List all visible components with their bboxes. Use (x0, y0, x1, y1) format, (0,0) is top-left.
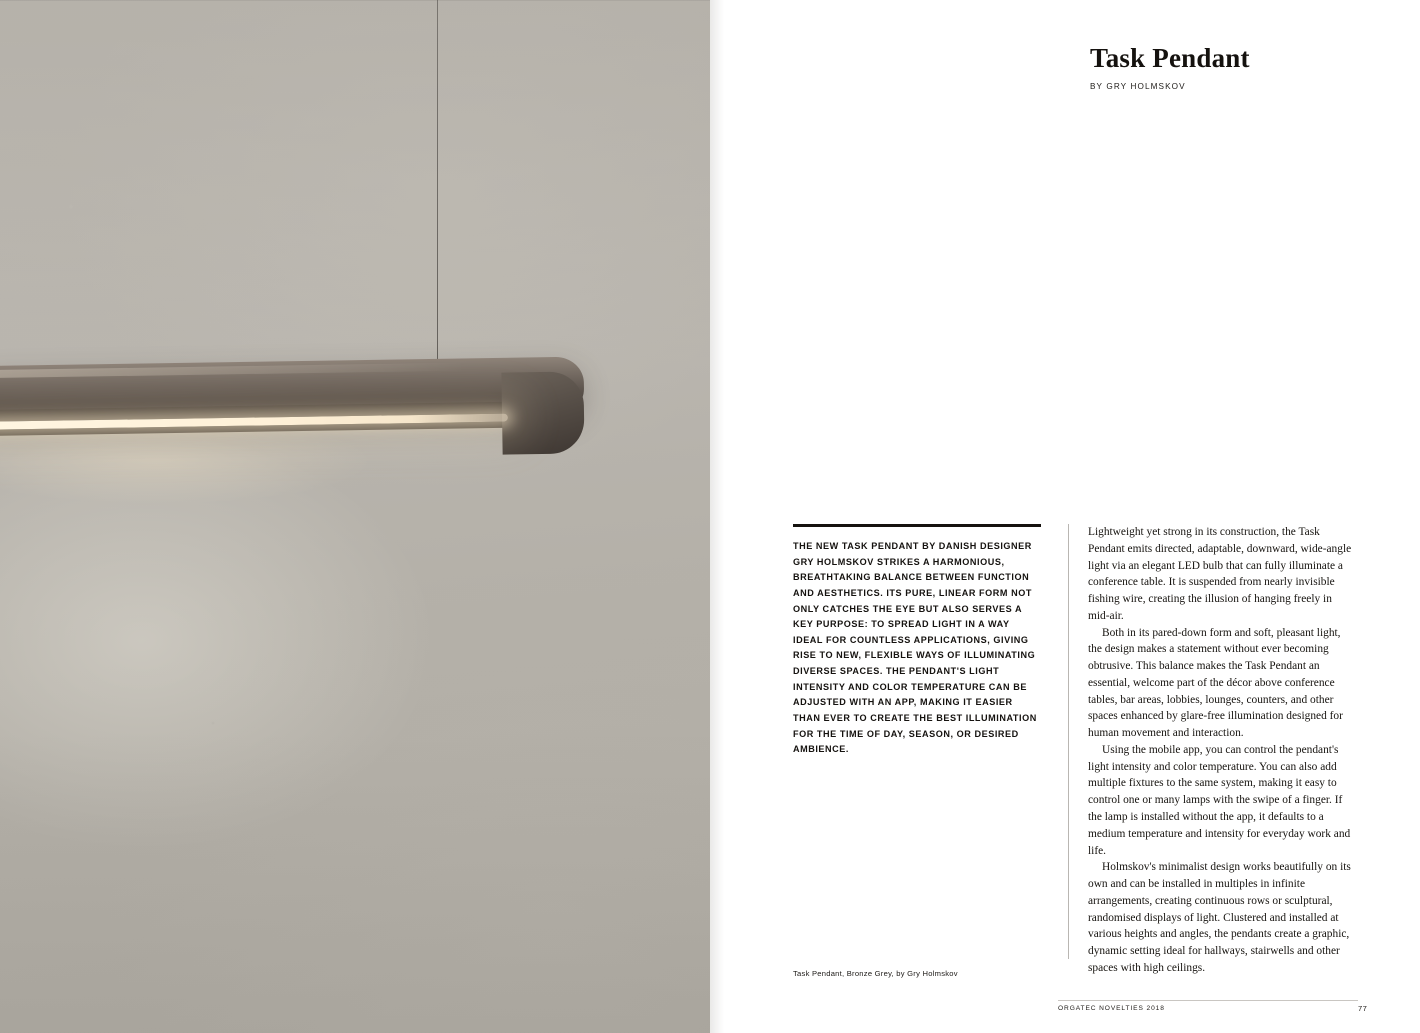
footer-page-number: 77 (1358, 1004, 1368, 1013)
intro-paragraph: THE NEW TASK PENDANT BY DANISH DESIGNER GRY HOLMSKOV STRIKES A HARMONIOUS, BREATHTAKING BALANCE BETWEEN FUNCTION AND AESTHETICS. ITS PURE, LINEAR FORM NOT ONLY CATCHES THE EYE BUT ALSO SERVES A KEY PURPOSE: TO SPREAD LIGHT IN A WAY IDEAL FOR COUNTLESS APPLICATIONS, GIVING RISE TO NEW, FLEXIBLE WAYS OF ILLUMINATING DIVERSE SPACES. THE PENDANT'S LIGHT INTENSITY AND COLOR TEMPERATURE CAN BE ADJUSTED WITH AN APP, MAKING IT EASIER THAN EVER TO CREATE THE BEST ILLUMINATION FOR THE TIME OF DAY, SEASON, OR DESIRED AMBIENCE. (793, 541, 1037, 755)
intro-rule (793, 524, 1041, 527)
footer-publication: ORGATEC NOVELTIES 2018 (1058, 1005, 1165, 1012)
body-paragraph-3: Using the mobile app, you can control the pendant's light intensity and color temperature. You can also add multiple fixtures to the same system, making it easy to control one or many lamps with the swipe of a finger. If the lamp is installed without the app, it defaults to a medium temperature and intensity for everyday work and life. (1088, 743, 1351, 857)
footer-rule (1058, 1000, 1358, 1001)
suspension-wire (437, 0, 438, 378)
body-paragraph-4: Holmskov's minimalist design works beautifully on its own and can be installed in multiples in infinite arrangements, creating continuous rows or sculptural, randomised displays of light. Clustered and installed at various heights and angles, the pendants create a graphic, dynamic setting ideal for hallways, stairwells and other spaces with high ceilings. (1088, 861, 1351, 974)
column-divider (1068, 524, 1069, 959)
page-footer (710, 1000, 1420, 1024)
photo-caption: Task Pendant, Bronze Grey, by Gry Holmskov (793, 969, 958, 978)
byline: BY GRY HOLMSKOV (1090, 81, 1186, 91)
intro-column (793, 524, 1041, 758)
wall-shading-top (0, 0, 710, 360)
body-paragraph-2: Both in its pared-down form and soft, pleasant light, the design makes a statement without ever becoming obtrusive. This balance makes the Task Pendant an essential, welcome part of the décor above conference tables, bar areas, lobbies, lounges, counters, and other spaces enhanced by glare-free illumination designed for human movement and interaction. (1088, 626, 1343, 740)
body-column (1088, 524, 1356, 977)
lamp-end-cap (501, 371, 584, 454)
body-text (1088, 524, 1356, 977)
wall-shading-bottom (0, 733, 710, 1033)
title-block (1090, 44, 1390, 91)
wall-seam-line (0, 0, 710, 1)
pendant-lamp (0, 366, 596, 458)
body-paragraph-1: Lightweight yet strong in its construction, the Task Pendant emits directed, adaptable, downward, wide-angle light via an elegant LED bulb that can fully illuminate a conference table. It is suspended from nearly invisible fishing wire, creating the illusion of hanging freely in mid-air. (1088, 526, 1352, 622)
text-page (710, 0, 1420, 1033)
page-title: Task Pendant (1090, 43, 1250, 73)
